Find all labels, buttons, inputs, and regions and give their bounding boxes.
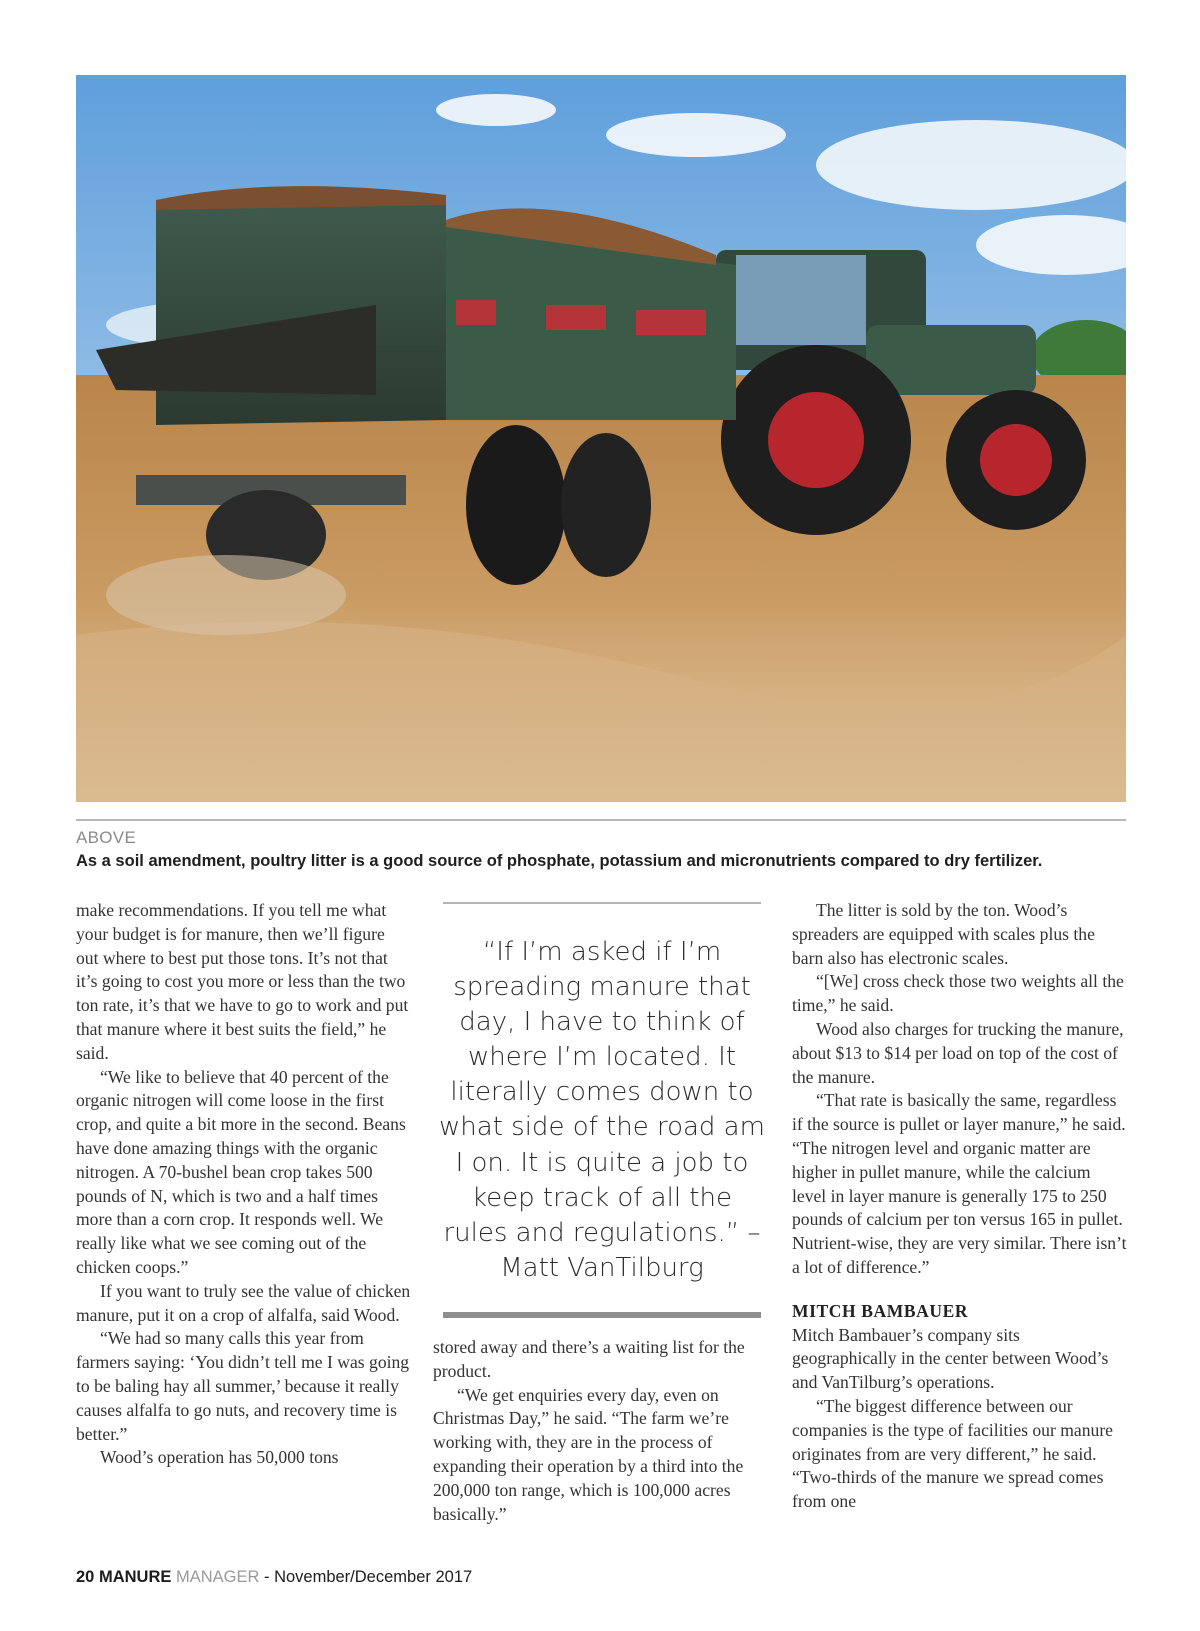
paragraph: The litter is sold by the ton. Wood’s spreaders are equipped with scales plus the barn also has electronic scales. bbox=[792, 900, 1095, 968]
pullquote-bottom-rule bbox=[443, 1312, 761, 1318]
paragraph: “That rate is basically the same, regardless if the source is pullet or layer manure,” he said. “The nitrogen level and organic matter are higher in pullet manure, while the calcium level in layer manure is generally 175 to 250 pounds of calcium per ton versus 165 in pullet. Nutrient-wise, they are very similar. There isn’t a lot of difference.” bbox=[792, 1090, 1127, 1277]
paragraph: “The biggest difference between our companies is the type of facilities our manure originates from are very different,” he said. “Two-thirds of the manure we spread comes from one bbox=[792, 1395, 1113, 1512]
page-number: 20 bbox=[76, 1568, 95, 1586]
tractor-spreader-photo bbox=[76, 75, 1126, 802]
paragraph: Wood’s operation has 50,000 tons bbox=[100, 1447, 339, 1468]
caption-label: ABOVE bbox=[76, 828, 137, 847]
paragraph: “[We] cross check those two weights all the time,” he said. bbox=[792, 971, 1124, 1016]
section-heading: MITCH BAMBAUER bbox=[792, 1300, 969, 1321]
paragraph: stored away and there’s a waiting list for the product. bbox=[433, 1337, 745, 1381]
issue-date: - November/December 2017 bbox=[259, 1568, 473, 1586]
paragraph: “We had so many calls this year from farmers saying: ‘You didn’t tell me I was going to be baling hay all summer,’ because it really causes alfalfa to go nuts, and recovery time is better.” bbox=[76, 1328, 410, 1444]
magazine-name-bold: MANURE bbox=[98, 1568, 172, 1586]
paragraph: If you want to truly see the value of chicken manure, put it on a crop of alfalfa, said Wood. bbox=[76, 1280, 411, 1325]
paragraph: Mitch Bambauer’s company sits geographically in the center between Wood’s and VanTilburg’s operations. bbox=[792, 1324, 1109, 1393]
photo-illustration bbox=[76, 75, 1126, 802]
pullquote: “If I’m asked if I’m spreading manure that day, I have to think of where I’m located. It literally comes down to what side of the road am I on. It is quite a job to keep track of all the rules and regulations.” – Matt VanTilburg bbox=[439, 937, 765, 1283]
column-2 bbox=[433, 1336, 773, 1526]
magazine-name-light: MANAGER bbox=[175, 1568, 260, 1586]
paragraph: “We get enquiries every day, even on Christmas Day,” he said. “The farm we’re working with, they are in the process of expanding their operation by a third into the 200,000 ton range, which is 100,000 acres basically.” bbox=[433, 1384, 744, 1524]
pullquote-top-rule bbox=[443, 902, 761, 904]
column-1 bbox=[76, 899, 411, 1470]
paragraph: make recommendations. If you tell me what your budget is for manure, then we’ll figure out where to best put those tons. It’s not that it’s going to cost you more or less than the two ton rate, it’s that we have to go to work and put that manure where it best suits the field,” he said. bbox=[76, 900, 409, 1063]
caption-text: As a soil amendment, poultry litter is a good source of phosphate, potassium and micronutrients compared to dry fertilizer. bbox=[76, 852, 1043, 870]
paragraph: Wood also charges for trucking the manure, about $13 to $14 per load on top of the cost of the manure. bbox=[792, 1018, 1124, 1087]
column-3 bbox=[792, 899, 1127, 1514]
page-footer bbox=[76, 1568, 472, 1587]
paragraph: “We like to believe that 40 percent of the organic nitrogen will come loose in the first crop, and quite a bit more in the second. Beans have done amazing things with the organic nitrogen. A 70-bushel bean crop takes 500 pounds of N, which is two and a half times more than a corn crop. It responds well. We really like what we see coming out of the chicken coops.” bbox=[76, 1066, 406, 1277]
caption-divider bbox=[76, 819, 1126, 821]
